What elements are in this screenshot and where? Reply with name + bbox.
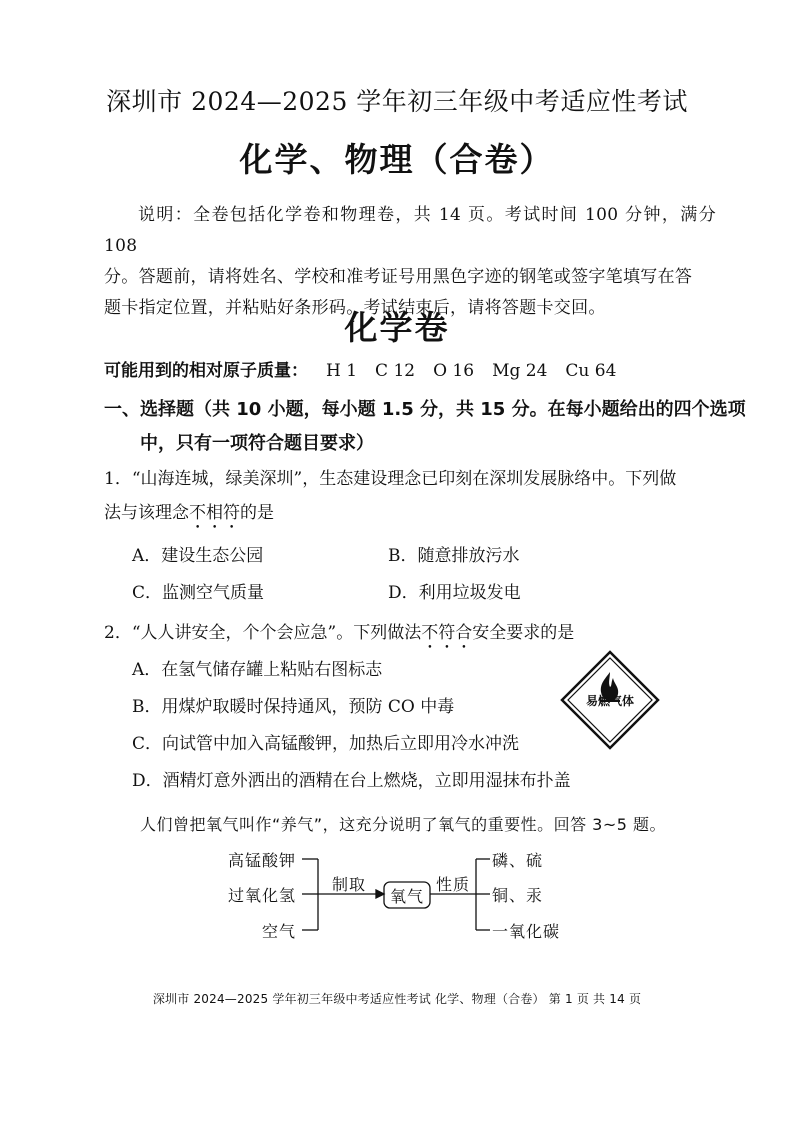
q2-option-c: C．向试管中加入高锰酸钾，加热后立即用冷水冲洗: [132, 734, 520, 754]
atomic-mass-h: H 1: [326, 361, 358, 381]
q1-number: 1．: [104, 469, 132, 489]
q2-text-post: 安全要求的是: [472, 623, 575, 643]
source-hydrogen-peroxide: 过氧化氢: [228, 886, 297, 905]
product-phosphorus-sulfur: 磷、硫: [492, 851, 544, 870]
source-air: 空气: [262, 922, 297, 941]
atomic-mass-o: O 16: [433, 361, 475, 381]
q1-stem: [104, 462, 676, 533]
atomic-mass-label: 可能用到的相对原子质量：: [104, 361, 308, 381]
part-one-title-line-2: 中，只有一项符合题目要求）: [140, 433, 374, 454]
q2-number: 2．: [104, 623, 132, 643]
q2-text-emphasis: 不符合: [421, 623, 473, 643]
q1-text-post: 的是: [240, 503, 274, 523]
prepare-label: 制取: [332, 875, 367, 894]
flammable-gas-sign: [560, 650, 660, 750]
page-footer: 深圳市 2024—2025 学年初三年级中考适应性考试 化学、物理（合卷） 第 1 页 共 14 页: [152, 992, 642, 1006]
oxygen-diagram: [228, 846, 578, 946]
part-one-title-line-1: 一、选择题（共 10 小题，每小题 1.5 分，共 15 分。在每小题给出的四个选项: [104, 399, 746, 420]
part-one-title: [104, 393, 746, 461]
oxygen-box-label: 氧气: [390, 887, 425, 906]
q2-option-a: A．在氢气储存罐上粘贴右图标志: [132, 660, 383, 680]
source-potassium-permanganate: 高锰酸钾: [228, 851, 297, 870]
q1-text-pre: 法与该理念: [104, 503, 189, 523]
atomic-mass-cu: Cu 64: [565, 361, 617, 381]
q2-text-pre: “人人讲安全，个个会应急”。下列做法: [131, 623, 422, 643]
instructions-line-3: 题卡指定位置，并粘贴好条形码。考试结束后，请将答题卡交回。: [104, 298, 606, 318]
property-label: 性质: [436, 875, 471, 894]
atomic-mass-c: C 12: [375, 361, 416, 381]
q2-stem: [104, 616, 574, 653]
q1-text-emphasis: 不相符: [189, 503, 240, 523]
atomic-mass-mg: Mg 24: [492, 361, 548, 381]
atomic-mass-line: [104, 356, 616, 381]
product-copper-mercury: 铜、汞: [492, 886, 544, 905]
q1-option-a: A．建设生态公园: [132, 546, 264, 566]
instructions-line-1: 说明：全卷包括化学卷和物理卷，共 14 页。考试时间 100 分钟，满分 108: [104, 205, 716, 256]
exam-subtitle: 化学、物理（合卷）: [239, 140, 555, 179]
q1-text-line-1: “山海连城，绿美深圳”，生态建设理念已印刻在深圳发展脉络中。下列做: [131, 469, 677, 489]
section-title: 化学卷: [344, 308, 450, 347]
q2-option-b: B．用煤炉取暖时保持通风，预防 CO 中毒: [132, 697, 455, 717]
product-carbon-monoxide: 一氧化碳: [492, 922, 561, 941]
q1-option-b: B．随意排放污水: [388, 546, 520, 566]
intro-questions-3-5: 人们曾把氧气叫作“养气”，这充分说明了氧气的重要性。回答 3~5 题。: [140, 815, 667, 834]
q1-option-d: D．利用垃圾发电: [388, 583, 521, 603]
q2-option-d: D．酒精灯意外洒出的酒精在台上燃烧，立即用湿抹布扑盖: [132, 771, 571, 791]
instructions-line-2: 分。答题前，请将姓名、学校和准考证号用黑色字迹的钢笔或签字笔填写在答: [104, 267, 693, 287]
flammable-gas-label: 易燃气体: [585, 694, 634, 708]
q1-option-c: C．监测空气质量: [132, 583, 265, 603]
exam-title: 深圳市 2024—2025 学年初三年级中考适应性考试: [106, 87, 688, 116]
